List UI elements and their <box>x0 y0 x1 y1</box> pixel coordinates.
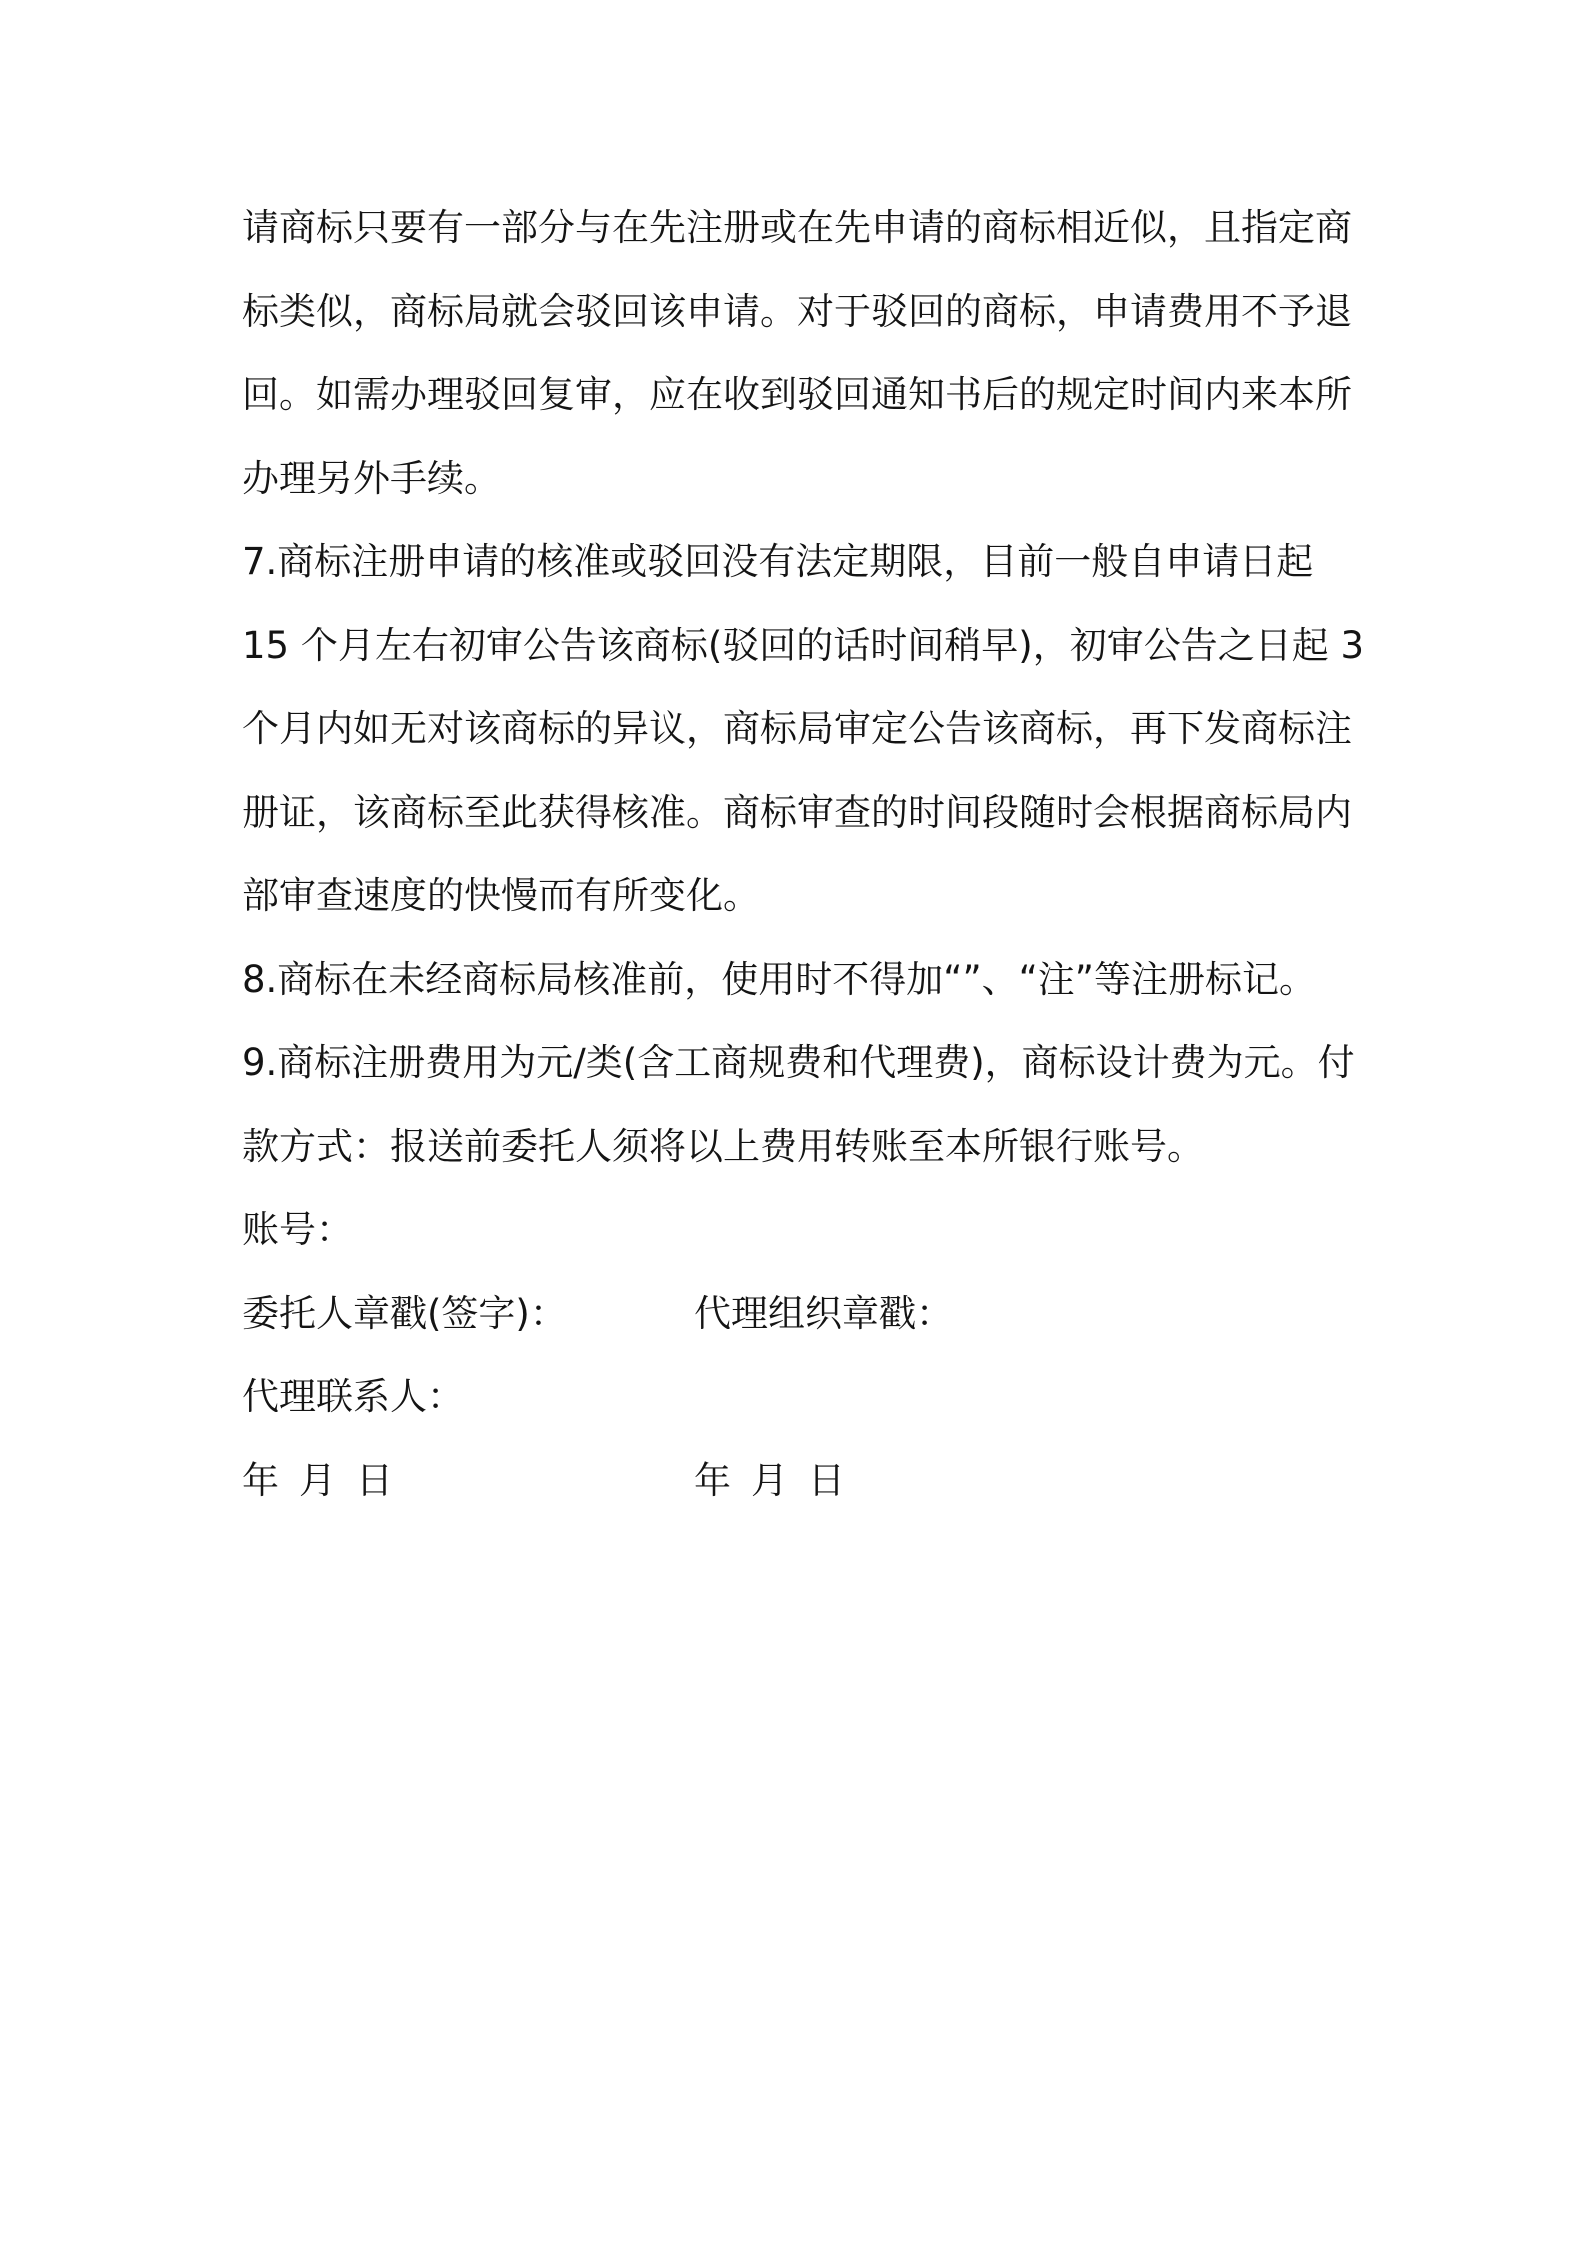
text-line: 请商标只要有一部分与在先注册或在先申请的商标相近似，且指定商 <box>242 206 1352 249</box>
item-7-line: 7.商标注册申请的核准或驳回没有法定期限，目前一般自申请日起 <box>242 540 1314 583</box>
text-line: 标类似，商标局就会驳回该申请。对于驳回的商标，申请费用不予退 <box>242 289 1352 333</box>
text-line: 款方式：报送前委托人须将以上费用转账至本所银行账号。 <box>242 1124 1204 1168</box>
date-year: 年 <box>242 1458 279 1502</box>
text-line: 回。如需办理驳回复审，应在收到驳回通知书后的规定时间内来本所 <box>242 373 1352 416</box>
text-line: 办理另外手续。 <box>242 456 501 500</box>
date-day: 日 <box>808 1458 845 1502</box>
date-month: 月 <box>751 1458 788 1502</box>
date-row <box>242 1451 1360 1535</box>
seal-row <box>242 1284 1360 1368</box>
date-month: 月 <box>299 1458 336 1502</box>
agency-contact-label: 代理联系人： <box>242 1375 464 1418</box>
agency-date <box>694 1451 845 1511</box>
agency-seal-label: 代理组织章戳： <box>694 1291 953 1335</box>
text-line: 册证，该商标至此获得核准。商标审查的时间段随时会根据商标局内 <box>242 790 1352 834</box>
client-date <box>242 1451 393 1511</box>
client-seal-label: 委托人章戳(签字)： <box>242 1291 567 1335</box>
date-year: 年 <box>694 1458 731 1502</box>
account-label: 账号： <box>242 1208 353 1251</box>
item-9-line: 9.商标注册费用为元/类(含工商规费和代理费)，商标设计费为元。付 <box>242 1041 1355 1084</box>
date-day: 日 <box>356 1458 393 1502</box>
text-line: 15 个月左右初审公告该商标(驳回的话时间稍早)，初审公告之日起 3 <box>242 623 1365 667</box>
document-body <box>242 198 1365 1534</box>
item-8-line: 8.商标在未经商标局核准前，使用时不得加“”、“注”等注册标记。 <box>242 957 1316 1001</box>
text-line: 部审查速度的快慢而有所变化。 <box>242 874 760 917</box>
text-line: 个月内如无对该商标的异议，商标局审定公告该商标，再下发商标注 <box>242 707 1352 750</box>
